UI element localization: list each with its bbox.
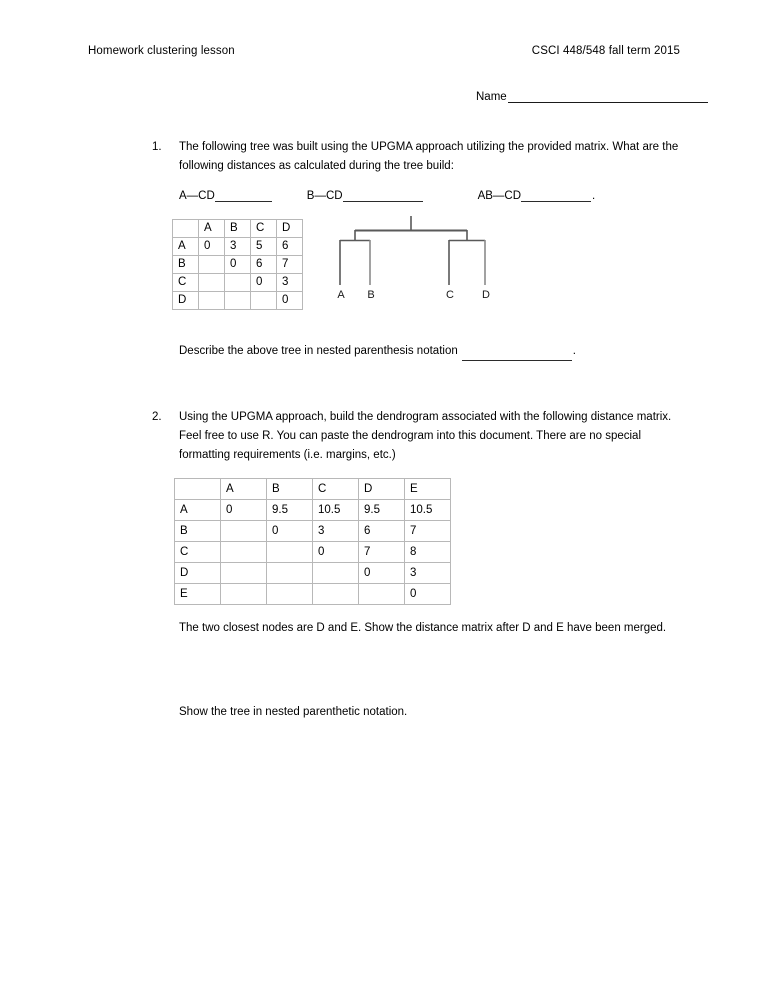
dendrogram-diagram (330, 213, 490, 308)
matrix-1-body (173, 220, 303, 310)
question-2 (152, 408, 679, 465)
matrix-row-header: D (173, 292, 199, 310)
matrix-cell: 3 (313, 521, 359, 542)
matrix-row-header: A (175, 500, 221, 521)
distance-b-cd (307, 189, 423, 202)
describe-tree-blank[interactable] (462, 348, 572, 361)
nested-notation-prompt (179, 703, 679, 722)
matrix-cell (199, 256, 225, 274)
merge-prompt-line-1: The two closest nodes are D and E. Show the distance matrix after D and E have been (179, 622, 621, 634)
matrix-cell (313, 563, 359, 584)
matrix-cell: 0 (221, 500, 267, 521)
matrix-cell: 3 (225, 238, 251, 256)
matrix-cell: B (225, 220, 251, 238)
matrix-cell (313, 584, 359, 605)
matrix-cell: C (251, 220, 277, 238)
question-1-line-2: What are the following distances as calculated during the tree build: (179, 141, 679, 172)
question-1 (152, 138, 679, 176)
matrix-cell: A (199, 220, 225, 238)
distance-b-cd-blank[interactable] (343, 189, 423, 202)
question-2-number: 2. (152, 411, 162, 423)
matrix-cell: 7 (405, 521, 451, 542)
matrix-cell: 6 (277, 238, 303, 256)
matrix-cell: 0 (267, 521, 313, 542)
matrix-row-header: C (173, 274, 199, 292)
matrix-row (173, 274, 303, 292)
name-field-row (476, 89, 708, 103)
describe-tree-prompt-row (179, 342, 576, 361)
distance-ab-cd-blank[interactable] (521, 189, 591, 202)
dendrogram-svg (330, 213, 490, 308)
describe-tree-prompt: Describe the above tree in nested parenthesis notation (179, 345, 458, 357)
matrix-row (173, 256, 303, 274)
matrix-cell (221, 584, 267, 605)
question-2-line-2: distance matrix. Feel free to use R. You can paste the dendrogram into this document. (179, 411, 672, 442)
merge-prompt-line-2: merged. (623, 622, 667, 634)
distance-matrix-1 (172, 219, 303, 310)
matrix-row (173, 292, 303, 310)
distance-answers-row (179, 189, 595, 202)
matrix-cell: D (277, 220, 303, 238)
matrix-cell: 10.5 (313, 500, 359, 521)
matrix-2-body (175, 479, 451, 605)
matrix-row-header: A (173, 238, 199, 256)
matrix-cell: 3 (405, 563, 451, 584)
dendrogram-leaf-labels (337, 289, 490, 301)
question-1-body (179, 138, 679, 176)
header-title-right: CSCI 448/548 fall term 2015 (531, 45, 680, 57)
matrix-cell: 8 (405, 542, 451, 563)
matrix-cell (267, 563, 313, 584)
matrix-cell: D (359, 479, 405, 500)
matrix-cell: 0 (313, 542, 359, 563)
nested-notation-text: Show the tree in nested parenthetic notation. (179, 706, 408, 718)
name-label: Name (476, 91, 507, 103)
distance-b-cd-label: B—CD (306, 190, 343, 202)
matrix-row-header (173, 220, 199, 238)
matrix-row (175, 521, 451, 542)
question-2-body (179, 408, 679, 465)
matrix-cell (221, 542, 267, 563)
matrix-cell: 0 (251, 274, 277, 292)
question-2-line-1: Using the UPGMA approach, build the dendrogram associated with the following (179, 411, 588, 423)
matrix-row-header (175, 479, 221, 500)
matrix-row-header: B (175, 521, 221, 542)
matrix-cell (359, 584, 405, 605)
matrix-cell: 0 (225, 256, 251, 274)
matrix-cell: 7 (277, 256, 303, 274)
matrix-cell: 0 (405, 584, 451, 605)
leaf-label-a: A (337, 289, 345, 301)
leaf-label-b: B (367, 289, 375, 301)
matrix-cell: C (313, 479, 359, 500)
matrix-cell: 0 (277, 292, 303, 310)
matrix-cell (221, 521, 267, 542)
merge-prompt (179, 619, 679, 638)
matrix-row (175, 584, 451, 605)
distance-a-cd (179, 189, 272, 202)
matrix-cell: 0 (199, 238, 225, 256)
matrix-cell: E (405, 479, 451, 500)
header-title-left: Homework clustering lesson (88, 45, 235, 57)
distance-ab-cd-label: AB—CD (477, 190, 522, 202)
matrix-cell: 6 (251, 256, 277, 274)
distance-a-cd-label: A—CD (179, 190, 215, 202)
question-1-number: 1. (152, 141, 162, 153)
matrix-row-header: D (175, 563, 221, 584)
matrix-cell (199, 274, 225, 292)
matrix-cell: 0 (359, 563, 405, 584)
matrix-cell (267, 542, 313, 563)
matrix-row (175, 542, 451, 563)
matrix-cell (267, 584, 313, 605)
name-input-blank[interactable] (508, 89, 708, 103)
matrix-cell: 9.5 (267, 500, 313, 521)
leaf-label-d: D (482, 289, 490, 301)
matrix-cell (225, 292, 251, 310)
matrix-cell (199, 292, 225, 310)
page-header (88, 45, 680, 57)
matrix-cell: 9.5 (359, 500, 405, 521)
distance-trailing-period: . (592, 190, 596, 202)
matrix-cell (221, 563, 267, 584)
matrix-cell: 6 (359, 521, 405, 542)
matrix-cell (251, 292, 277, 310)
matrix-header-row (173, 220, 303, 238)
matrix-row-header: B (173, 256, 199, 274)
matrix-row-header: C (175, 542, 221, 563)
question-1-line-1: The following tree was built using the UPGMA approach utilizing the provided matrix. (179, 141, 610, 153)
distance-ab-cd (478, 189, 596, 202)
distance-matrix-2 (174, 478, 451, 605)
matrix-cell: B (267, 479, 313, 500)
matrix-row-header: E (175, 584, 221, 605)
matrix-header-row (175, 479, 451, 500)
describe-trailing-period: . (572, 345, 576, 357)
distance-a-cd-blank[interactable] (215, 189, 272, 202)
matrix-cell: A (221, 479, 267, 500)
matrix-row (173, 238, 303, 256)
matrix-cell: 5 (251, 238, 277, 256)
dendrogram-branches (340, 216, 485, 285)
matrix-row (175, 500, 451, 521)
matrix-cell: 10.5 (405, 500, 451, 521)
matrix-cell: 3 (277, 274, 303, 292)
question-2-line-3: There are no special formatting requirements (i.e. margins, etc.) (179, 429, 642, 461)
matrix-cell (225, 274, 251, 292)
matrix-cell: 7 (359, 542, 405, 563)
leaf-label-c: C (446, 289, 454, 301)
matrix-row (175, 563, 451, 584)
